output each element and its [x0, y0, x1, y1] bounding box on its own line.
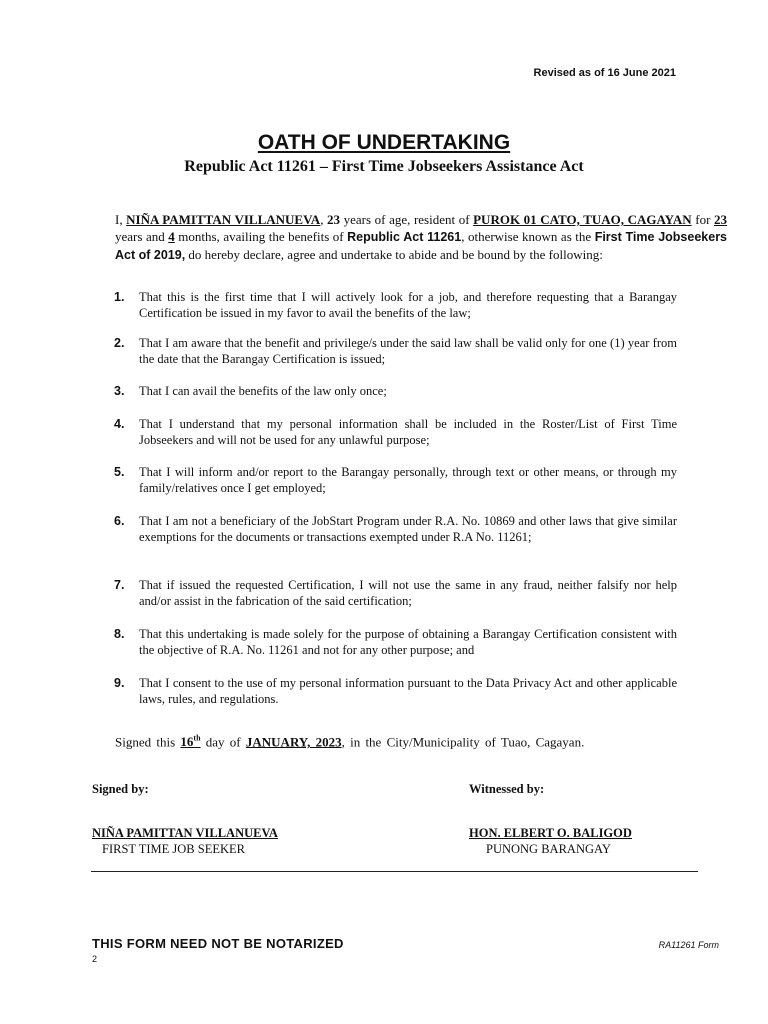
signature-divider: [91, 871, 698, 872]
document-subtitle: Republic Act 11261 – First Time Jobseekers Assistance Act: [184, 158, 584, 175]
undertaking-item: [114, 577, 677, 609]
signed-text: Signed this: [115, 734, 181, 750]
revision-date: Revised as of 16 June 2021: [533, 67, 676, 79]
item-number: 1.: [114, 290, 125, 304]
item-text: That if issued the requested Certification, I will not use the same in any fraud, neither falsify nor help and/or assist in the fabrication of the said certification;: [139, 578, 677, 608]
intro-text: months, availing the benefits of: [174, 229, 348, 244]
item-number: 4.: [114, 417, 125, 431]
document-title: OATH OF UNDERTAKING: [257, 131, 511, 154]
undertaking-item: [114, 335, 677, 367]
form-code: RA11261 Form: [658, 940, 719, 950]
witness-role: PUNONG BARANGAY: [486, 842, 611, 856]
witness-name: HON. ELBERT O. BALIGOD: [469, 826, 632, 840]
page-number: 2: [92, 954, 98, 964]
intro-text: ,: [320, 212, 328, 227]
intro-text: for: [691, 212, 714, 227]
item-text: That I understand that my personal information shall be included in the Roster/List of First Time Jobseekers and will not be used for any unlawful purpose;: [139, 417, 677, 447]
item-text: That I am not a beneficiary of the JobStart Program under R.A. No. 10869 and other laws that give similar exemptions for the documents or transactions exempted under R.A No. 11261;: [139, 514, 677, 544]
signed-text: , in the City/Municipality of Tuao, Cagayan.: [341, 734, 585, 750]
item-text: That I consent to the use of my personal information pursuant to the Data Privacy Act and other applicable laws, rules, and regulations.: [139, 676, 677, 706]
witnessed-by-label: Witnessed by:: [469, 782, 545, 796]
signed-text: day of: [200, 734, 246, 750]
item-number: 6.: [114, 514, 125, 528]
age-value: 23: [327, 212, 341, 227]
item-text: That I will inform and/or report to the Barangay personally, through text or other means, or through my family/relatives once I get employed;: [139, 465, 677, 495]
item-text: That this undertaking is made solely for the purpose of obtaining a Barangay Certification consistent with the objective of R.A. No. 11261 and not for any other purpose; and: [139, 627, 677, 657]
act-name: First Time Jobseekers Act of 2019,: [115, 230, 728, 262]
signer-role: FIRST TIME JOB SEEKER: [102, 842, 245, 856]
jobseeker-name: NIÑA PAMITTAN VILLANUEVA: [126, 212, 321, 227]
months-value: 4: [168, 229, 175, 244]
item-number: 5.: [114, 465, 125, 479]
item-number: 3.: [114, 384, 125, 398]
item-number: 2.: [114, 336, 125, 350]
notarization-notice: THIS FORM NEED NOT BE NOTARIZED: [92, 936, 344, 951]
address-value: PUROK 01 CATO, TUAO, CAGAYAN: [473, 212, 692, 227]
signer-name: NIÑA PAMITTAN VILLANUEVA: [92, 826, 278, 840]
undertaking-item: [114, 416, 677, 448]
undertaking-item: [114, 464, 677, 496]
day-value: 16: [180, 734, 194, 750]
undertaking-item: [114, 289, 677, 321]
undertaking-item: [114, 513, 677, 545]
years-value: 23: [714, 212, 727, 227]
undertaking-item: [114, 626, 677, 658]
item-text: That this is the first time that I will actively look for a job, and therefore requesting that a Barangay Certification be issued in my favor to avail the benefits of the law;: [139, 290, 677, 320]
undertaking-item: [114, 383, 677, 399]
act-reference: Republic Act 11261: [347, 230, 462, 244]
intro-text: I,: [115, 212, 127, 227]
item-number: 9.: [114, 676, 125, 690]
item-number: 8.: [114, 627, 125, 641]
item-number: 7.: [114, 578, 125, 592]
day-suffix: th: [193, 734, 201, 743]
item-text: That I can avail the benefits of the law only once;: [139, 384, 387, 398]
intro-text: , otherwise known as the: [461, 229, 595, 244]
intro-text: do hereby declare, agree and undertake to abide and be bound by the following:: [185, 247, 603, 262]
intro-text: years of age, resident of: [340, 212, 474, 227]
signed-by-label: Signed by:: [92, 782, 149, 796]
signed-date-line: [115, 734, 584, 750]
signed-day: [180, 734, 200, 749]
undertaking-item: [114, 675, 677, 707]
signed-month-year: JANUARY, 2023: [245, 734, 342, 750]
intro-paragraph: [115, 211, 727, 264]
item-text: That I am aware that the benefit and privilege/s under the said law shall be valid only for one (1) year from the date that the Barangay Certification is issued;: [139, 336, 677, 366]
intro-text: years and: [115, 229, 169, 244]
